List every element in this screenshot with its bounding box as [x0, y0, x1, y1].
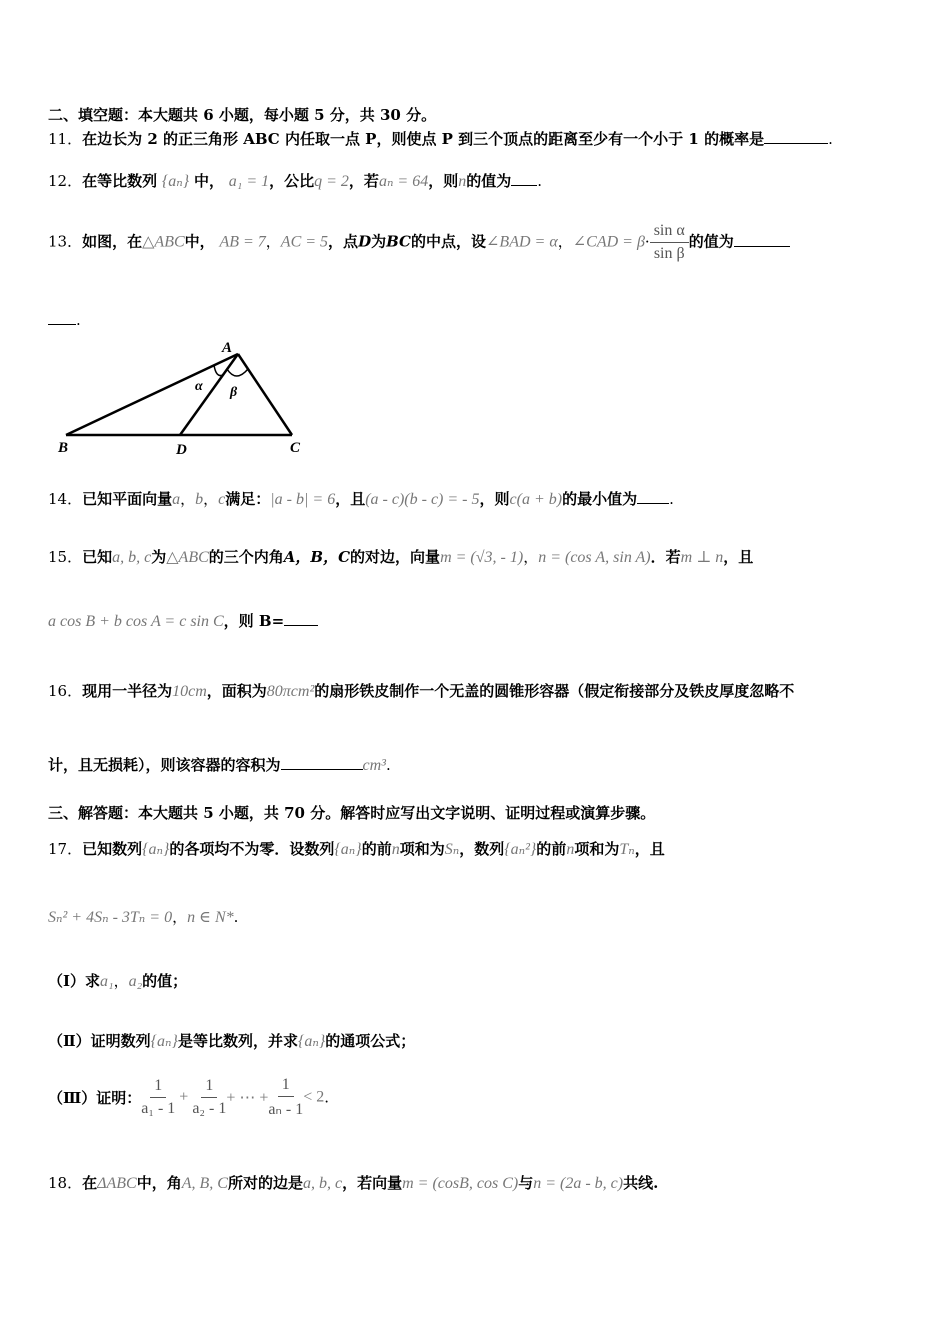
question-text: 在边长为 2 的正三角形 ABC 内任取一点 P，则使点 P 到三个顶点的距离至少有一个小于 1 的概率是 — [82, 130, 765, 148]
question-number: 11． — [48, 130, 83, 148]
question-13-continuation: . — [48, 310, 81, 329]
label-b: B — [58, 440, 69, 456]
question-17-part-1: （Ⅰ）求a₁，a₂的值； — [48, 972, 188, 990]
question-16: 16．现用一半径为10cm，面积为80πcm²的扇形铁皮制作一个无盖的圆锥形容器（假定衔接部分及铁皮厚度忽略不 — [48, 682, 795, 700]
answer-blank — [734, 232, 790, 247]
answer-blank — [284, 611, 318, 626]
angle-beta-arc — [227, 369, 248, 376]
question-15-continuation: a cos B + b cos A = c sin C，则 B= — [48, 610, 318, 631]
side-ab — [66, 354, 238, 435]
question-12: 12．在等比数列 {aₙ} 中， a₁ = 1，公比q = 2，若aₙ = 64，则n的值为 . — [48, 172, 543, 190]
label-a: A — [222, 340, 233, 356]
angle-alpha-arc — [214, 365, 223, 376]
answer-blank — [281, 755, 363, 770]
section-heading-solutions: 三、解答题：本大题共 5 小题，共 70 分。解答时应写出文字说明、证明过程或演算步骤。 — [48, 804, 656, 822]
question-14: 14．已知平面向量a，b，c满足：|a - b| = 6，且(a - c)(b - c) = - 5，则c(a + b)的最小值为 . — [48, 490, 674, 508]
fraction-term-n: $\frac{1}{\text{aₙ - 1}}$ — [268, 1076, 304, 1118]
question-11: 11．在边长为 2 的正三角形 ABC 内任取一点 P，则使点 P 到三个顶点的距离至少有一个小于 1 的概率是 . — [48, 130, 833, 148]
sin-ratio-fraction: $\frac{\text{sin α}}{\text{sin β}}$ — [650, 222, 689, 263]
label-d: D — [176, 442, 187, 458]
answer-blank — [511, 171, 537, 186]
question-18: 18．在ΔABC中，角A, B, C所对的边是a, b, c，若向量m = (cosB, cos C)与n = (2a - b, c)共线. — [48, 1174, 659, 1192]
answer-blank — [48, 310, 76, 325]
question-17-part-3: （Ⅲ）证明： $\frac{1}{\text{a₁ - 1}}$ + $\frac{1}{\text{a₂ - 1}}$ + ⋯ + $\frac{1}{\text{aₙ - 1}}$ < 2. — [48, 1076, 330, 1118]
question-17-condition: Sₙ² + 4Sₙ - 3Tₙ = 0，n ∈ N*. — [48, 908, 239, 926]
label-beta: β — [230, 385, 238, 400]
question-17: 17．已知数列{aₙ}的各项均不为零．设数列{aₙ}的前n项和为Sₙ，数列{aₙ²}的前n项和为Tₙ，且 — [48, 840, 665, 858]
question-13: 13．如图，在△ABC中， AB = 7，AC = 5，点D为BC的中点，设∠BAD = α，∠CAD = β· $\frac{\text{sin α}}{\text{sin β}}$ 的值为 — [48, 222, 790, 263]
fraction-term-1: $\frac{1}{\text{a₁ - 1}}$ — [141, 1077, 176, 1117]
answer-blank — [637, 489, 669, 504]
side-ac — [238, 354, 292, 435]
question-15: 15．已知a, b, c为△ABC的三个内角A，B，C的对边，向量m = (√3, - 1)，n = (cos A, sin A)．若m ⊥ n，且 — [48, 548, 754, 566]
section-heading-fill-in: 二、填空题：本大题共 6 小题，每小题 5 分，共 30 分。 — [48, 106, 437, 124]
question-16-continuation: 计，且无损耗），则该容器的容积为 cm³. — [48, 756, 391, 774]
triangle-figure — [50, 334, 310, 464]
label-alpha: α — [195, 379, 203, 394]
answer-blank — [764, 129, 828, 144]
label-c: C — [290, 440, 301, 456]
fraction-term-2: $\frac{1}{\text{a₂ - 1}}$ — [192, 1077, 227, 1117]
question-17-part-2: （Ⅱ）证明数列{aₙ}是等比数列，并求{aₙ}的通项公式； — [48, 1032, 416, 1050]
